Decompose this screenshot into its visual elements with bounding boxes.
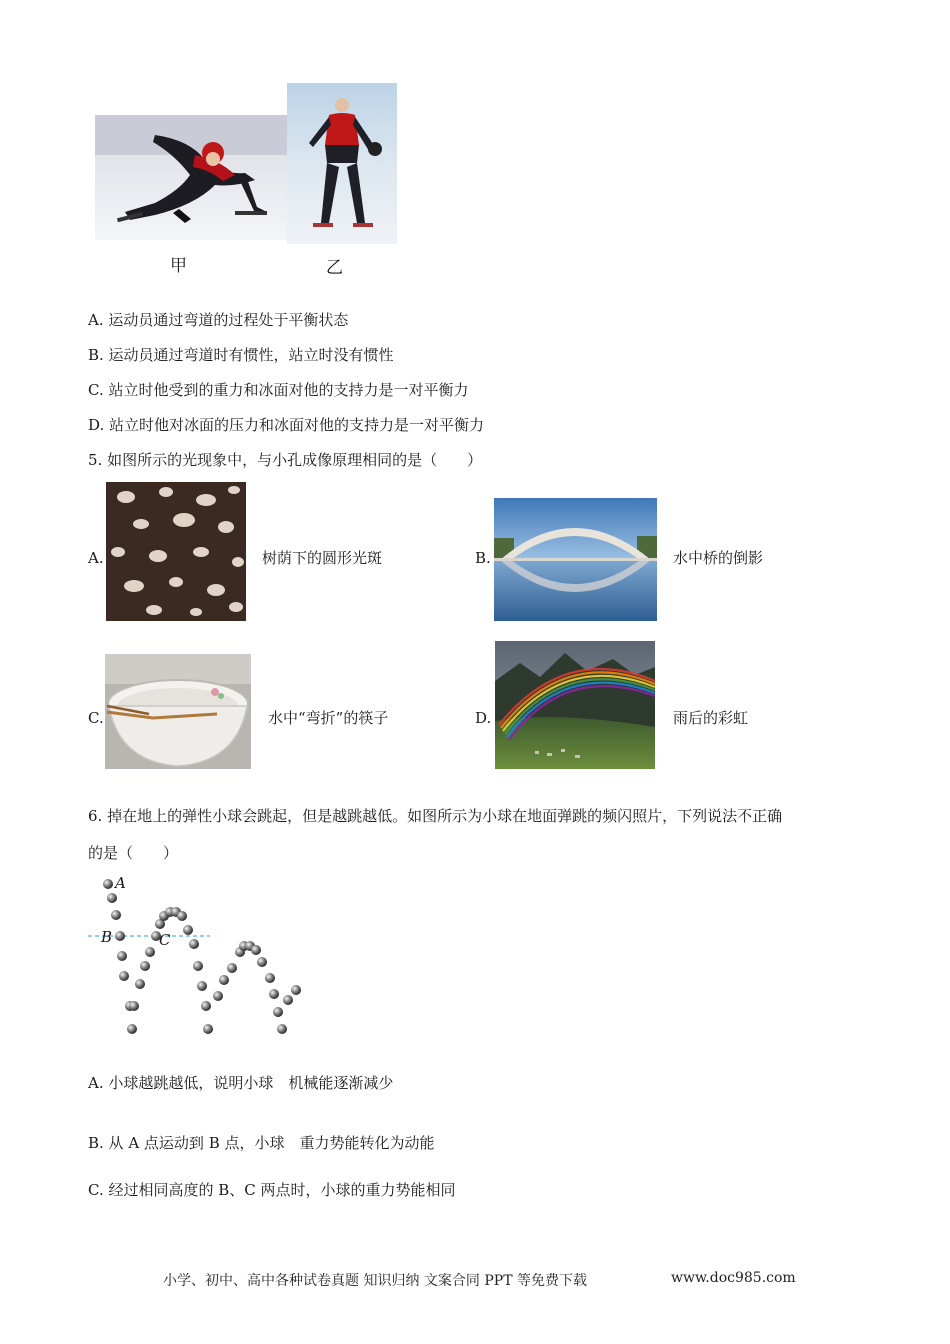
skater-standing-photo (287, 83, 397, 244)
strobe-ball (219, 975, 229, 985)
q5-option-a-caption: 树荫下的圆形光斑 (262, 549, 383, 567)
strobe-ball (119, 971, 129, 981)
tree-shade-light-spots-photo (106, 482, 246, 621)
strobe-ball (269, 989, 279, 999)
point-label-c: C (159, 931, 171, 949)
q4-option-d: D. 站立时他对冰面的压力和冰面对他的支持力是一对平衡力 (88, 416, 485, 434)
figure-label-yi: 乙 (326, 258, 343, 278)
chopsticks-in-bowl-photo (105, 654, 251, 769)
strobe-ball (117, 951, 127, 961)
strobe-ball (107, 893, 117, 903)
q6-stem-line2: 的是（ ） (88, 844, 179, 862)
q5-option-b-letter: B. (475, 549, 491, 567)
bridge-reflection-photo (494, 498, 657, 621)
strobe-ball (201, 1001, 211, 1011)
strobe-ball (193, 961, 203, 971)
point-label-b: B (101, 928, 113, 946)
strobe-ball (183, 925, 193, 935)
strobe-ball (265, 973, 275, 983)
skater-cornering-photo (95, 115, 287, 240)
strobe-ball (251, 945, 261, 955)
strobe-ball (189, 939, 199, 949)
bouncing-ball-strobe-figure (84, 872, 314, 1037)
strobe-ball (103, 879, 113, 889)
q6-stem-line1: 6. 掉在地上的弹性小球会跳起，但是越跳越低。如图所示为小球在地面弹跳的频闪照片，下列说法不正确 (88, 807, 783, 825)
q5-option-c-letter: C. (88, 709, 104, 727)
rainbow-photo (495, 641, 655, 769)
q6-option-c: C. 经过相同高度的 B、C 两点时，小球的重力势能相同 (88, 1181, 456, 1199)
strobe-ball (291, 985, 301, 995)
strobe-ball (177, 911, 187, 921)
q5-option-d-caption: 雨后的彩虹 (673, 709, 749, 727)
strobe-ball (283, 995, 293, 1005)
q5-option-d-letter: D. (475, 709, 492, 727)
footer-text: 小学、初中、高中各种试卷真题 知识归纳 文案合同 PPT 等免费下载 (163, 1273, 587, 1289)
point-label-a: A (115, 874, 126, 892)
strobe-ball (197, 981, 207, 991)
strobe-ball (140, 961, 150, 971)
strobe-ball (213, 991, 223, 1001)
q4-option-a: A. 运动员通过弯道的过程处于平衡状态 (88, 311, 349, 329)
strobe-ball (273, 1007, 283, 1017)
strobe-ball (129, 1001, 139, 1011)
strobe-ball (115, 931, 125, 941)
figure-label-jia: 甲 (170, 256, 187, 276)
q4-option-c: C. 站立时他受到的重力和冰面对他的支持力是一对平衡力 (88, 381, 469, 399)
strobe-ball (203, 1024, 213, 1034)
strobe-ball (135, 979, 145, 989)
q4-option-b: B. 运动员通过弯道时有惯性，站立时没有惯性 (88, 346, 394, 364)
strobe-ball (111, 910, 121, 920)
strobe-ball (277, 1024, 287, 1034)
strobe-ball (145, 947, 155, 957)
q5-stem: 5. 如图所示的光现象中，与小孔成像原理相同的是（ ） (88, 451, 483, 469)
strobe-ball (257, 957, 267, 967)
q6-option-b: B. 从 A 点运动到 B 点，小球 重力势能转化为动能 (88, 1134, 435, 1152)
q5-option-b-caption: 水中桥的倒影 (673, 549, 764, 567)
strobe-ball (227, 963, 237, 973)
q5-option-c-caption: 水中“弯折”的筷子 (268, 709, 389, 727)
q5-option-a-letter: A. (88, 549, 104, 567)
q6-option-a: A. 小球越跳越低，说明小球 机械能逐渐减少 (88, 1074, 394, 1092)
strobe-ball (127, 1024, 137, 1034)
footer-url[interactable]: www.doc985.com (671, 1270, 796, 1286)
